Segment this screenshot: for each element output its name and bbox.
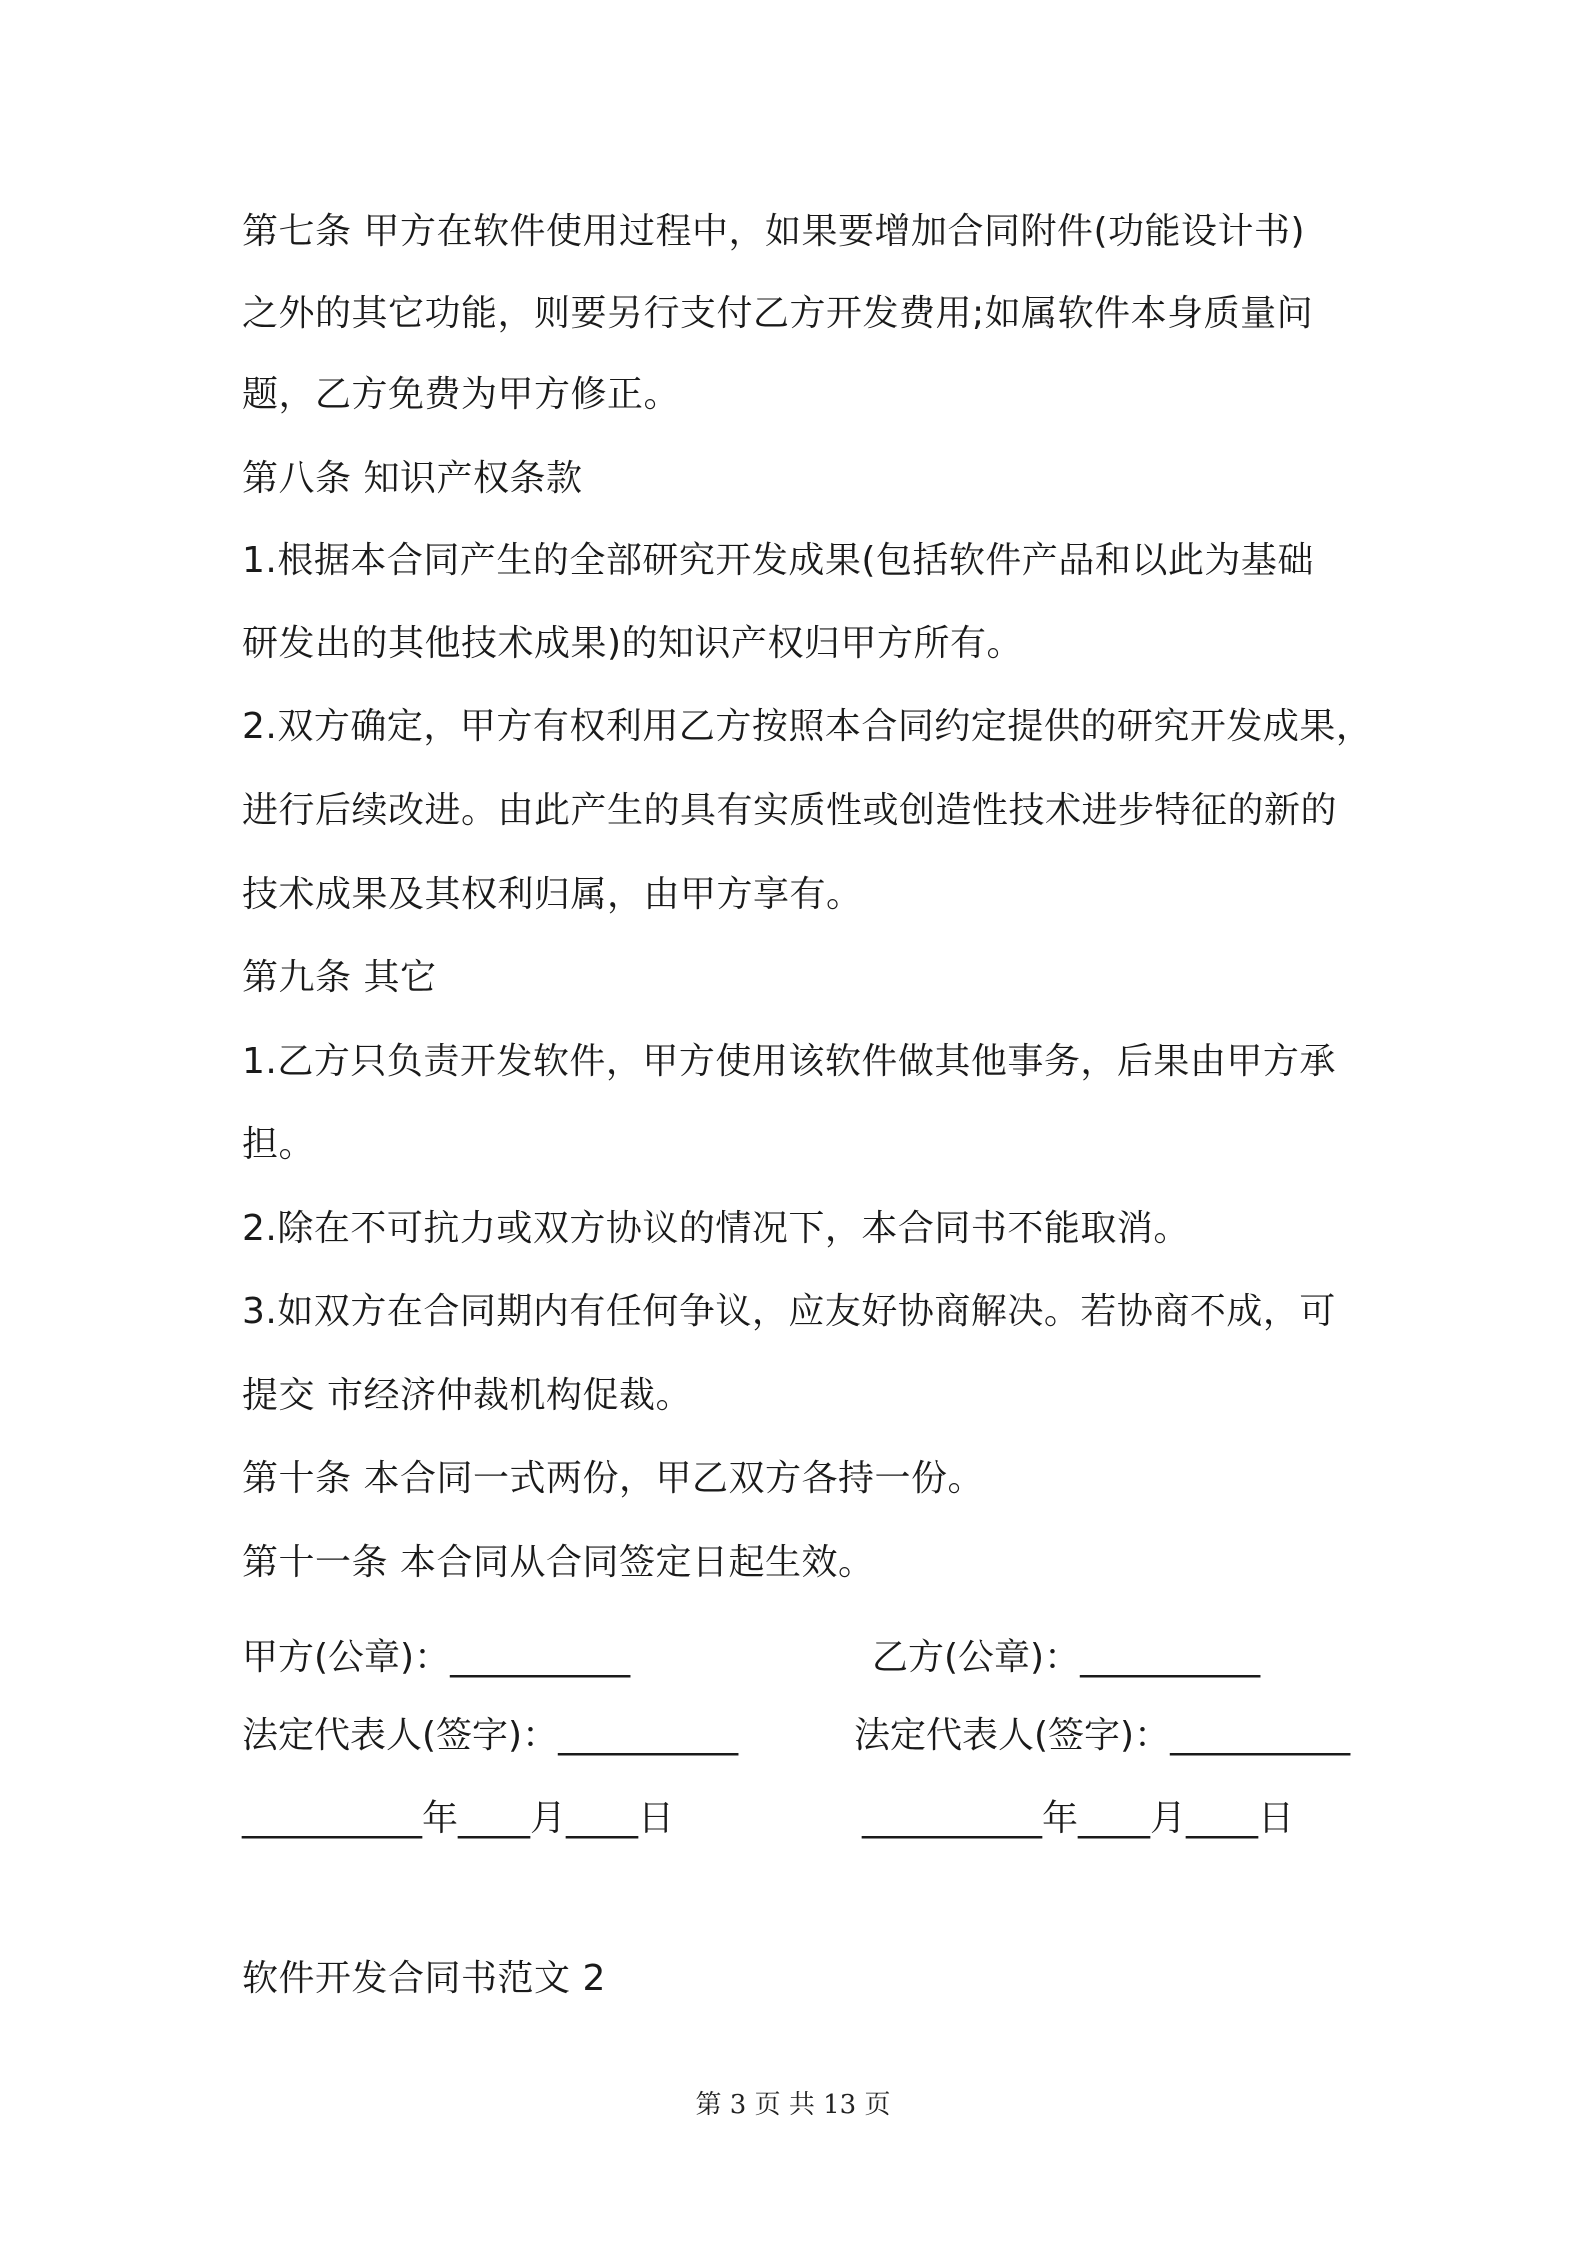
article-9-item-2: 2.除在不可抗力或双方协议的情况下，本合同书不能取消。 [242,1208,1190,1249]
article-7-line-3: 题，乙方免费为甲方修正。 [242,374,681,415]
article-8-item-1-line-1: 1.根据本合同产生的全部研究开发成果(包括软件产品和以此为基础 [242,540,1314,581]
party-a-seal-line: 甲方(公章)：__________ [242,1637,631,1678]
party-b-representative-line: 法定代表人(签字)：__________ [854,1715,1351,1756]
article-11: 第十一条 本合同从合同签定日起生效。 [242,1542,875,1583]
party-b-date-line: __________年____月____日 [862,1798,1294,1839]
article-7-line-2: 之外的其它功能，则要另行支付乙方开发费用;如属软件本身质量问 [242,293,1314,334]
article-9-item-1-line-2: 担。 [242,1124,316,1165]
article-10: 第十条 本合同一式两份，甲乙双方各持一份。 [242,1458,984,1499]
article-9-item-3-line-2: 提交 市经济仲裁机构促裁。 [242,1375,692,1416]
article-9-heading: 第九条 其它 [242,957,437,998]
article-8-heading: 第八条 知识产权条款 [242,458,583,499]
article-9-item-3-line-1: 3.如双方在合同期内有任何争议，应友好协商解决。若协商不成，可 [242,1291,1336,1332]
next-section-title: 软件开发合同书范文 2 [242,1958,606,1999]
article-8-item-2-line-2: 进行后续改进。由此产生的具有实质性或创造性技术进步特征的新的 [242,790,1338,831]
article-8-item-2-line-1: 2.双方确定，甲方有权利用乙方按照本合同约定提供的研究开发成果， [242,706,1373,747]
article-9-item-1-line-1: 1.乙方只负责开发软件，甲方使用该软件做其他事务，后果由甲方承 [242,1041,1336,1082]
article-7-line-1: 第七条 甲方在软件使用过程中，如果要增加合同附件(功能设计书) [242,211,1306,252]
party-b-seal-line: 乙方(公章)：__________ [872,1637,1261,1678]
page-footer: 第 3 页 共 13 页 [695,2090,891,2120]
article-8-item-2-line-3: 技术成果及其权利归属，由甲方享有。 [242,874,863,915]
party-a-representative-line: 法定代表人(签字)：__________ [242,1715,739,1756]
party-a-date-line: __________年____月____日 [242,1798,674,1839]
article-8-item-1-line-2: 研发出的其他技术成果)的知识产权归甲方所有。 [242,623,1024,664]
